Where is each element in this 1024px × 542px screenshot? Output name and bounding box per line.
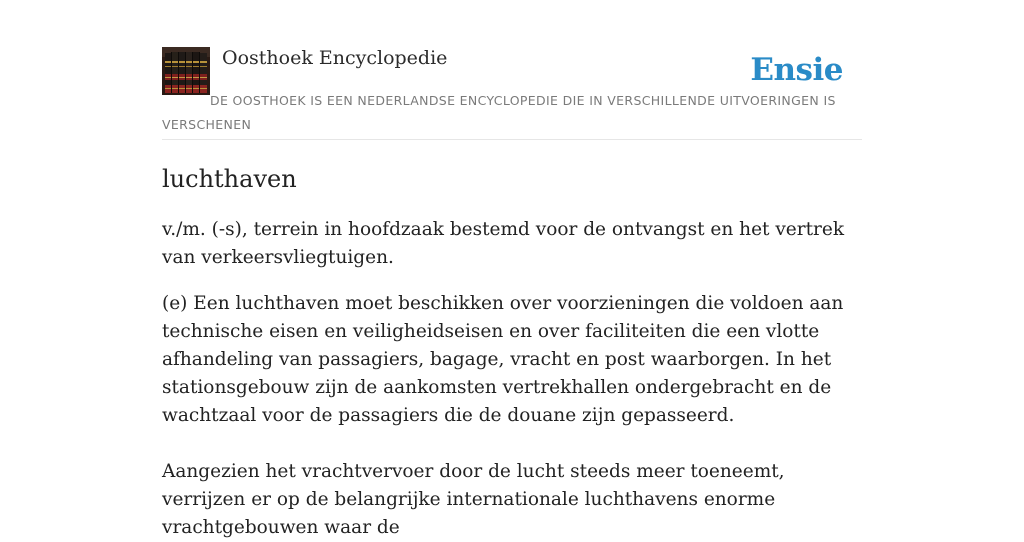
encyclopedia-books-icon[interactable]	[162, 47, 210, 95]
article-paragraph: (e) Een luchthaven moet beschikken over voorzieningen die voldoen aan technische eisen en veiligheidseisen en over faciliteiten die een vlotte afhandeling van passagiers, bagage, vracht en post waarborgen. In het stationsgebouw zijn de aankomsten vertrekhallen ondergebracht en de wachtzaal voor de passagiers die de douane zijn gepasseerd.	[162, 293, 844, 426]
brand-logo[interactable]: Ensie	[750, 52, 843, 88]
article-definition: v./m. (-s), terrein in hoofdzaak bestemd voor de ontvangst en het vertrek van verkeersvliegtuigen.	[162, 219, 845, 268]
site-header	[162, 0, 862, 140]
article	[162, 160, 862, 542]
site-name[interactable]: Oosthoek Encyclopedie	[222, 47, 448, 69]
article-paragraph: Aangezien het vrachtvervoer door de lucht steeds meer toeneemt, verrijzen er op de belangrijke internationale luchthavens enorme vrachtgebouwen waar de	[162, 461, 785, 538]
article-title: luchthaven	[162, 165, 297, 193]
site-tagline: DE OOSTHOEK IS EEN NEDERLANDSE ENCYCLOPEDIE DIE IN VERSCHILLENDE UITVOERINGEN IS VERSCHENEN	[162, 93, 836, 132]
